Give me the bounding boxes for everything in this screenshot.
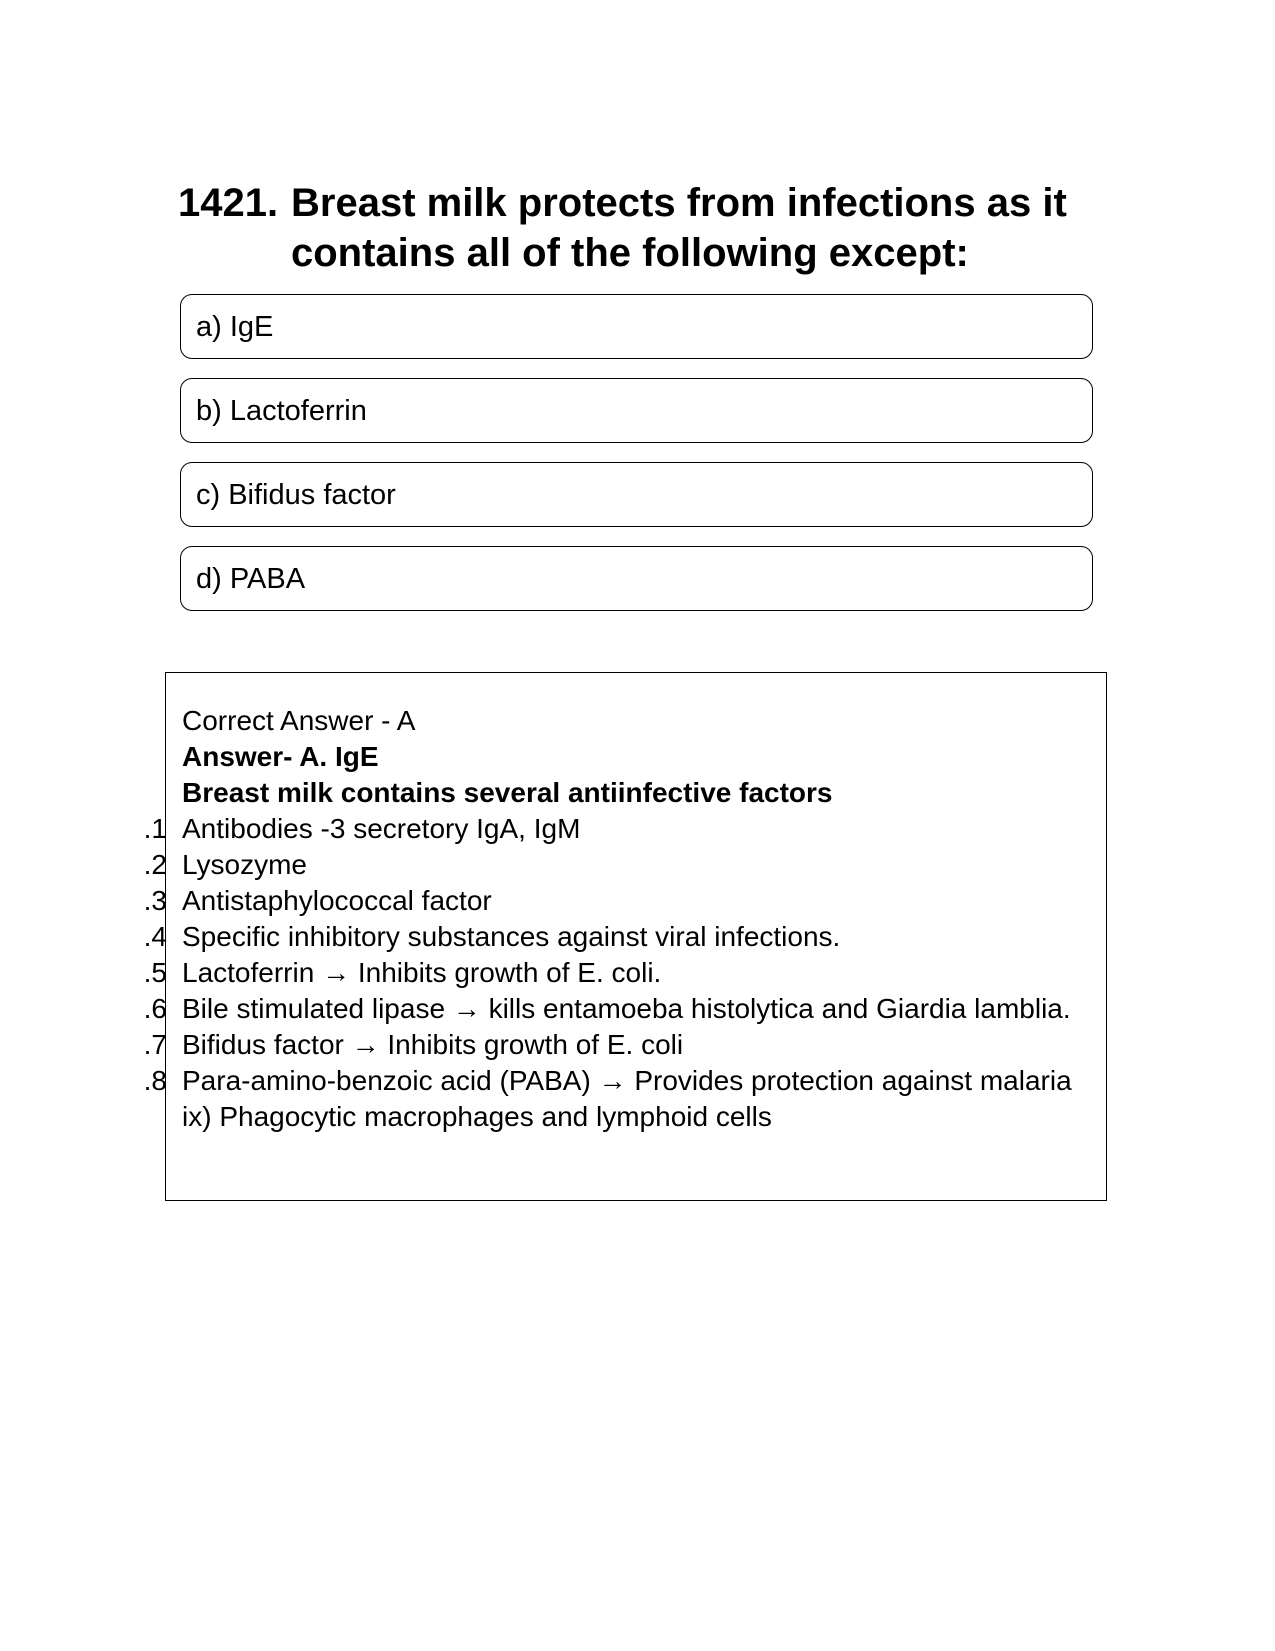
answer-box xyxy=(143,672,1107,1201)
list-item-text: Antibodies -3 secretory IgA, IgM xyxy=(182,813,581,844)
answer-heading: Answer- A. IgE xyxy=(182,741,379,772)
list-item-number: 6. xyxy=(143,993,167,1024)
correct-answer-line: Correct Answer - A xyxy=(182,705,416,736)
answer-content xyxy=(143,703,1072,1135)
list-item-number: 7. xyxy=(143,1029,167,1060)
list-item-text: Lysozyme xyxy=(182,849,308,880)
answer-subheading: Breast milk contains several antiinfective factors xyxy=(182,777,833,808)
question-number: 1421. xyxy=(178,181,279,225)
list-item-number: 1. xyxy=(143,813,167,844)
list-item-number: 2. xyxy=(143,849,167,880)
list-item-text: Bile stimulated lipase → kills entamoeba histolytica and Giardia lamblia. xyxy=(182,993,1071,1024)
list-item xyxy=(143,919,1072,955)
list-item-number: 8. xyxy=(143,1065,167,1096)
list-item xyxy=(143,991,1072,1027)
list-item xyxy=(143,883,1072,919)
list-item-text: Bifidus factor → Inhibits growth of E. coli xyxy=(182,1029,684,1060)
list-item xyxy=(143,811,1072,847)
list-item xyxy=(143,1027,1072,1063)
list-item xyxy=(143,847,1072,883)
list-item-text: Lactoferrin → Inhibits growth of E. coli. xyxy=(182,957,662,988)
list-item-number: 3. xyxy=(143,885,167,916)
question xyxy=(178,178,1098,278)
option-b[interactable]: b) Lactoferrin xyxy=(180,378,1093,443)
list-item xyxy=(143,1063,1072,1135)
option-a[interactable]: a) IgE xyxy=(180,294,1093,359)
list-item-number: 5. xyxy=(143,957,167,988)
list-item xyxy=(143,955,1072,991)
list-item-text: Antistaphylococcal factor xyxy=(182,885,492,916)
option-c[interactable]: c) Bifidus factor xyxy=(180,462,1093,527)
question-text: Breast milk protects from infections as it contains all of the following except: xyxy=(291,181,1067,275)
list-item-text: Specific inhibitory substances against viral infections. xyxy=(182,921,841,952)
option-d[interactable]: d) PABA xyxy=(180,546,1093,611)
factor-list xyxy=(143,811,1072,1135)
list-item-number: 4. xyxy=(143,921,167,952)
list-item-text: Para-amino-benzoic acid (PABA) → Provides protection against malaria ix) Phagocytic macrophages and lymphoid cells xyxy=(182,1065,1072,1132)
